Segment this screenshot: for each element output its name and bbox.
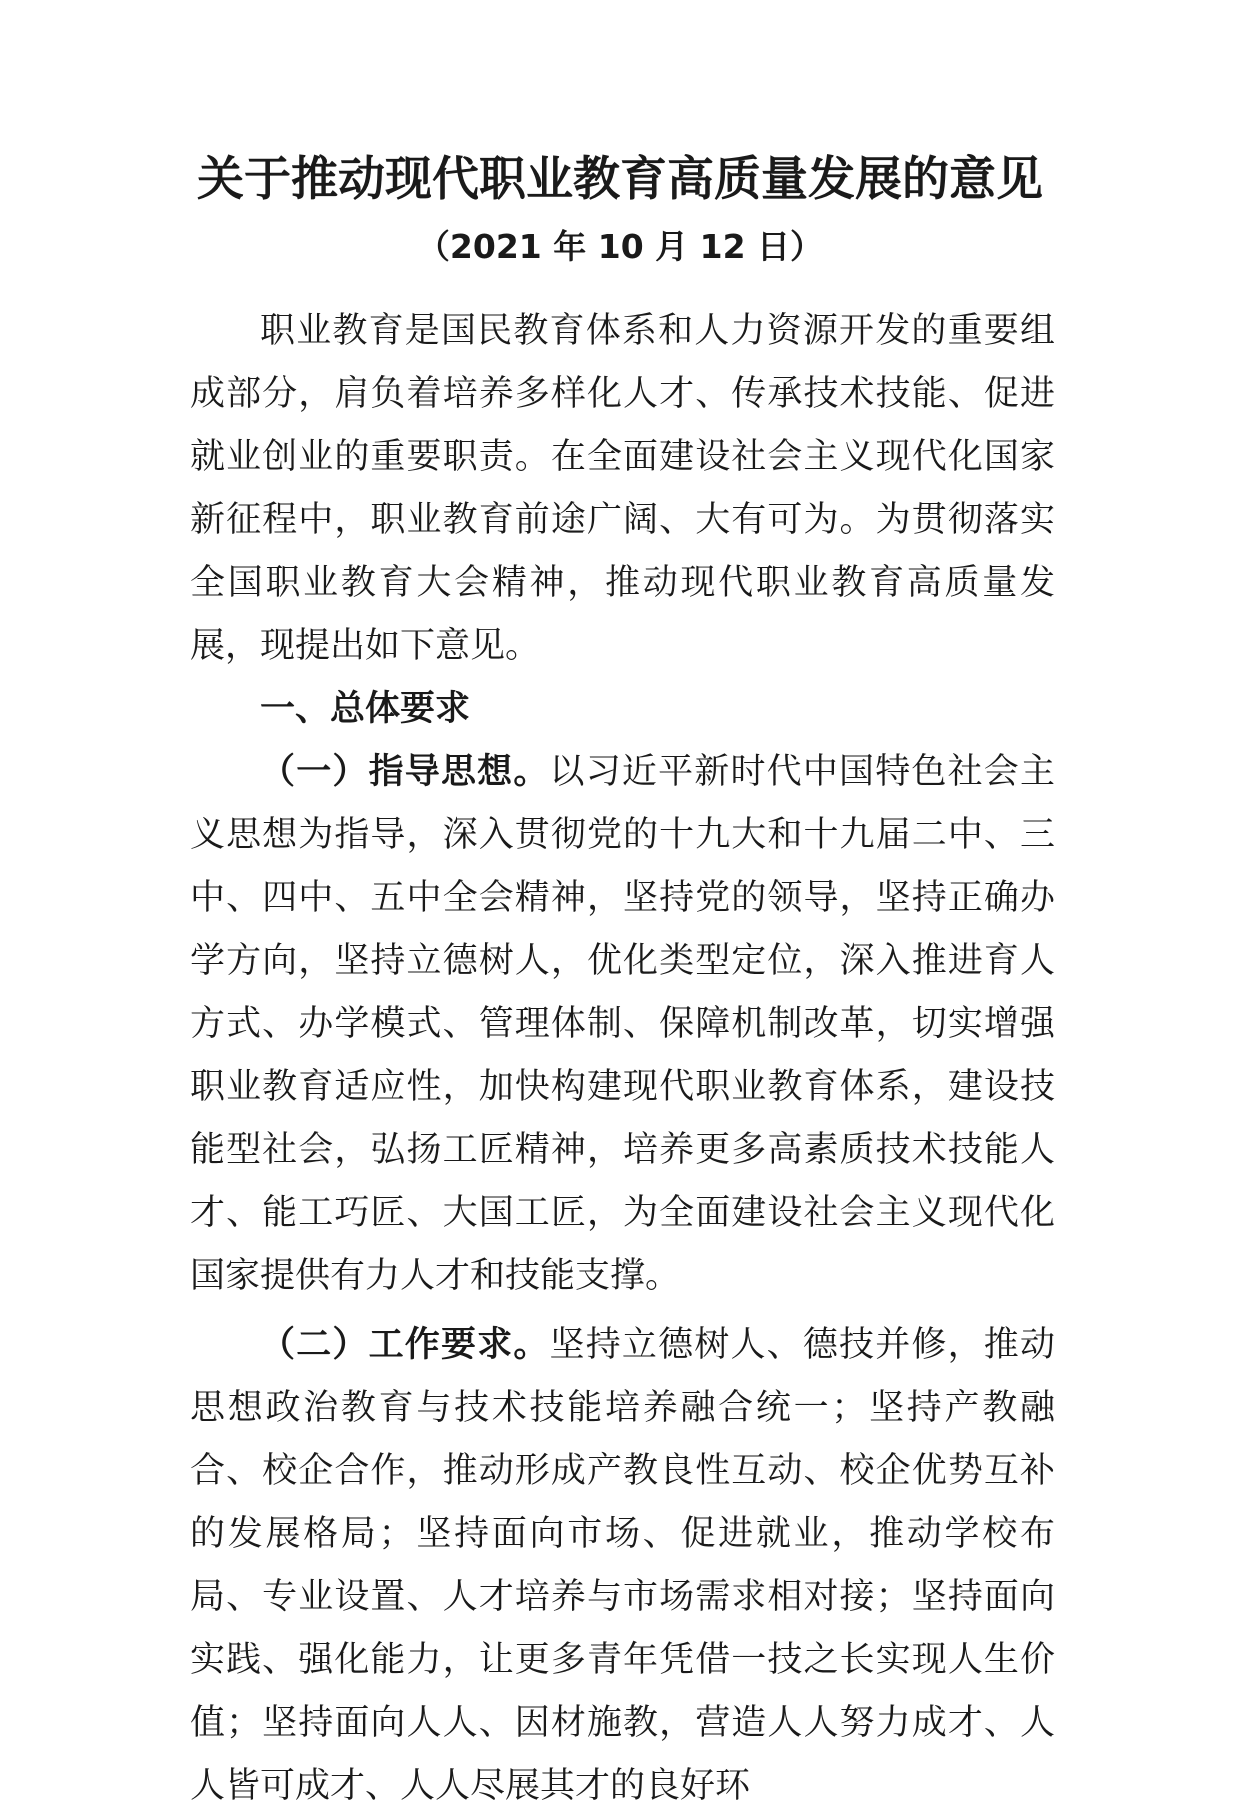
intro-paragraph: 职业教育是国民教育体系和人力资源开发的重要组成部分，肩负着培养多样化人才、传承技术技能、促进就业创业的重要职责。在全面建设社会主义现代化国家新征程中，职业教育前途广阔、大有可为。为贯彻落实全国职业教育大会精神，推动现代职业教育高质量发展，现提出如下意见。 <box>190 311 1055 666</box>
document-date: （2021 年 10 月 12 日） <box>416 227 824 266</box>
document-body <box>190 300 1055 1818</box>
paragraph-text: 坚持立德树人、德技并修，推动思想政治教育与技术技能培养融合统一；坚持产教融合、校企合作，推动形成产教良性互动、校企优势互补的发展格局；坚持面向市场、促进就业，推动学校布局、专业设置、人才培养与市场需求相对接；坚持面向实践、强化能力，让更多青年凭借一技之长实现人生价值；坚持面向人人、因材施教，营造人人努力成才、人人皆可成才、人人尽展其才的良好环 <box>190 1325 1055 1806</box>
paragraph-text: 以习近平新时代中国特色社会主义思想为指导，深入贯彻党的十九大和十九届二中、三中、四中、五中全会精神，坚持党的领导，坚持正确办学方向，坚持立德树人，优化类型定位，深入推进育人方式、办学模式、管理体制、保障机制改革，切实增强职业教育适应性，加快构建现代职业教育体系，建设技能型社会，弘扬工匠精神，培养更多高素质技术技能人才、能工巧匠、大国工匠，为全面建设社会主义现代化国家提供有力人才和技能支撑。 <box>190 752 1055 1296</box>
paragraph-lead: （二）工作要求。 <box>260 1325 550 1365</box>
section-heading: 一、总体要求 <box>260 689 471 729</box>
paragraph-work-requirements <box>190 1314 1055 1818</box>
document-title: 关于推动现代职业教育高质量发展的意见 <box>197 152 1043 207</box>
paragraph-lead: （一）指导思想。 <box>260 752 550 792</box>
paragraph-guiding-ideology <box>190 741 1055 1308</box>
